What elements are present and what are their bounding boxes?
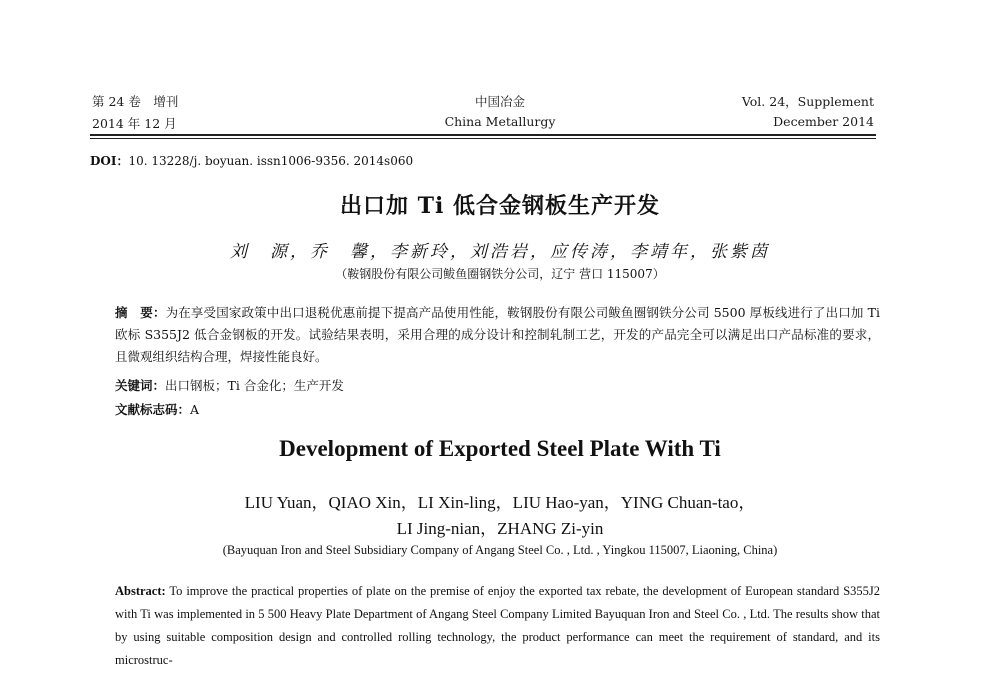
authors-en-line2: LI Jing-nian，ZHANG Zi-yin [396, 519, 604, 538]
authors-en-line1: LIU Yuan，QIAO Xin，LI Xin-ling，LIU Hao-yan，YING Chuan-tao， [244, 493, 756, 512]
abstract-en [115, 580, 880, 672]
doc-code-value: A [190, 402, 200, 417]
affiliation-cn: （鞍钢股份有限公司鲅鱼圈钢铁分公司，辽宁 营口 115007） [335, 267, 665, 281]
doi-label: DOI： [90, 154, 129, 168]
header-rule-thin [90, 138, 876, 139]
keywords-cn [115, 376, 344, 394]
doc-code-label: 文献标志码： [115, 402, 191, 417]
keywords-cn-label: 关键词： [115, 378, 166, 393]
abstract-cn [115, 302, 880, 368]
abstract-en-text: To improve the practical properties of plate on the premise of enjoy the exported tax rebate, the development of European standard S355J2 with Ti was implemented in 5 500 Heavy Plate Department of Angang Steel Company Limited Bayuquan Iron and Steel Co. , Ltd. The results show that by using suitable composition design and controlled rolling technology, the product performance can meet the requirement of standard, and its microstruc- [115, 584, 881, 667]
header-volume: 第 24 卷 增刊 [92, 94, 179, 109]
header-journal-cn: 中国冶金 [474, 94, 525, 109]
paper-title-en: Development of Exported Steel Plate With Ti [279, 436, 721, 461]
abstract-cn-text: 为在享受国家政策中出口退税优惠前提下提高产品使用性能，鞍钢股份有限公司鲅鱼圈钢铁分公司 5500 厚板线进行了出口加 Ti 欧标 S355J2 低合金钢板的开发。试验结果表明，采用合理的成分设计和控制轧制工艺，开发的产品完全可以满足出口产品标准的要求，且微观组织结构合理，焊接性能良好。 [115, 305, 880, 364]
doc-code [115, 400, 199, 418]
abstract-cn-label: 摘 要： [115, 305, 166, 320]
header-date-en: December 2014 [773, 114, 874, 129]
abstract-en-label: Abstract: [115, 584, 166, 598]
header-journal-en: China Metallurgy [444, 114, 556, 129]
header-rule-thick [90, 134, 876, 136]
paper-title-cn: 出口加 Ti 低合金钢板生产开发 [339, 193, 661, 219]
header-volume-en: Vol. 24，Supplement [741, 94, 874, 109]
header-date: 2014 年 12 月 [92, 116, 177, 131]
affiliation-en: (Bayuquan Iron and Steel Subsidiary Company of Angang Steel Co. , Ltd. , Yingkou 115007, Liaoning, China) [222, 543, 778, 557]
authors-cn: 刘 源，乔 馨，李新玲，刘浩岩，应传涛，李靖年，张紫茵 [230, 242, 770, 262]
keywords-cn-text: 出口钢板；Ti 合金化；生产开发 [165, 378, 344, 393]
doi-line [90, 152, 413, 169]
doi-value: 10. 13228/j. boyuan. issn1006-9356. 2014s060 [128, 154, 414, 168]
